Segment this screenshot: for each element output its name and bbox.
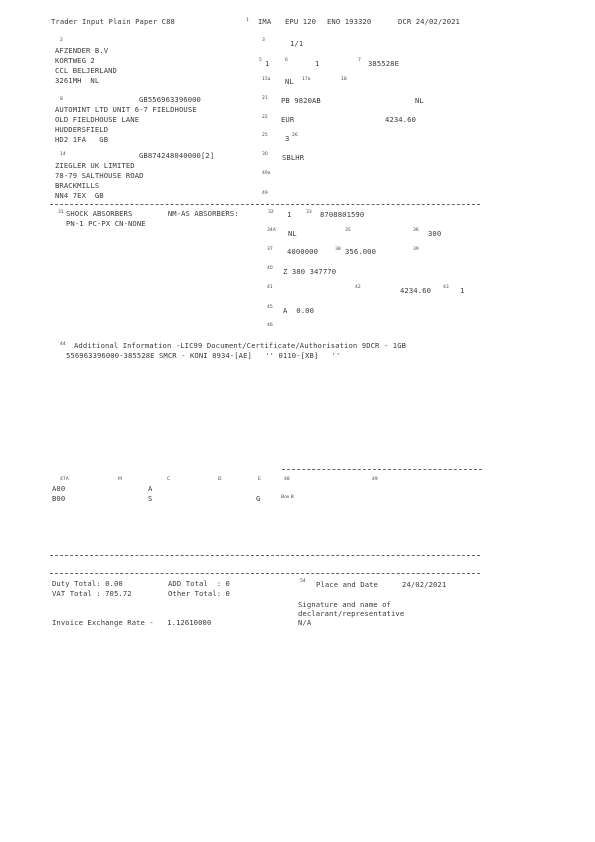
box-number: 30 xyxy=(262,152,268,157)
consignee-eori: GB556963396000 xyxy=(139,95,201,104)
items-count: 1 xyxy=(265,59,270,68)
net-mass: 356.000 xyxy=(345,247,376,256)
vat-total: VAT Total : 705.72 xyxy=(52,589,132,598)
invoice-amount: 4234.60 xyxy=(385,115,416,124)
tax-method-1: A xyxy=(148,484,153,493)
previous-document: Z 380 347770 xyxy=(283,267,337,276)
item-price: 4234.60 xyxy=(400,286,431,295)
signature-label-2: declarant/representative xyxy=(298,609,405,618)
packages-count: 1 xyxy=(315,59,320,68)
column-header: E xyxy=(258,477,261,482)
box-number: 54 xyxy=(300,579,306,584)
box-number: 36 xyxy=(413,228,419,233)
consignee-street: OLD FIELDHOUSE LANE xyxy=(55,115,140,124)
box-number: 38 xyxy=(335,247,341,252)
preference: 300 xyxy=(428,229,442,238)
signatory-name: N/A xyxy=(298,618,312,627)
box-number: 2 xyxy=(60,38,63,43)
entry-date: DCR 24/02/2021 xyxy=(398,17,460,26)
box-number: 48 xyxy=(284,477,290,482)
declaration-code: EPU 120 xyxy=(285,17,316,26)
box-number: 14 xyxy=(60,152,66,157)
origin-country: NL xyxy=(288,229,297,238)
goods-location: SBLHR xyxy=(282,153,305,162)
item-number: 1 xyxy=(287,210,292,219)
box-number: 35 xyxy=(345,228,351,233)
box-number: 6 xyxy=(285,58,288,63)
declaration-type: IMA xyxy=(258,17,272,26)
box-number: 37 xyxy=(267,247,273,252)
box-number: 1 xyxy=(246,18,249,23)
column-header: M xyxy=(118,477,122,482)
consignee-postcode: HD2 1FA GB xyxy=(55,135,109,144)
box-number: 45 xyxy=(267,305,273,310)
signature-label: Signature and name of xyxy=(298,600,391,609)
entry-number: ENO 193320 xyxy=(327,17,372,26)
additional-info-line2: 556963396000-385528E SMCR - KONI 8934-[AE] '' 0110-[XB] '' xyxy=(66,351,341,360)
tax-type-2: B00 xyxy=(52,494,66,503)
divider xyxy=(282,469,482,470)
consignor-street: KORTWEG 2 xyxy=(55,56,95,65)
declarant-city: BRACKMILLS xyxy=(55,181,100,190)
box-number: 18 xyxy=(341,77,347,82)
box-number: 22 xyxy=(262,115,268,120)
divider xyxy=(50,573,480,574)
declarant-name: ZIEGLER UK LIMITED xyxy=(55,161,135,170)
column-header: C xyxy=(167,477,171,482)
consignor-name: AFZENDER B.V xyxy=(55,46,109,55)
forms-count: 1/1 xyxy=(290,39,304,48)
declarant-postcode: NN4 7EX GB xyxy=(55,191,104,200)
consignor-postcode: 3261MH NL xyxy=(55,76,100,85)
box-number: 3 xyxy=(262,38,265,43)
commodity-code: 8708801590 xyxy=(320,210,365,219)
divider xyxy=(50,204,480,205)
declarant-eori: GB874248040000[2] xyxy=(139,151,215,160)
box-number: 40 xyxy=(267,266,273,271)
consignor-city: CCL BELJERLAND xyxy=(55,66,117,75)
additional-info-line1: Additional Information -LIC99 Document/Certificate/Authorisation 9DCR - 1GB xyxy=(74,341,407,350)
form-title: Trader Input Plain Paper C88 xyxy=(51,17,175,26)
box-number: 17a xyxy=(302,77,311,82)
box-number: 49a xyxy=(262,171,271,176)
box-number: 43 xyxy=(443,285,449,290)
box-number: 39 xyxy=(413,247,419,252)
box-number: 25 xyxy=(262,133,268,138)
goods-description: SHOCK ABSORBERS NM-AS ABSORBERS: xyxy=(66,209,239,218)
transport-country: NL xyxy=(415,96,424,105)
box-number: 47A xyxy=(60,477,69,482)
box-number: 42 xyxy=(355,285,361,290)
box-number: 44 xyxy=(60,342,66,347)
transport-identity: PB 9820AB xyxy=(281,96,321,105)
declarant-street: 78-79 SALTHOUSE ROAD xyxy=(55,171,144,180)
place-date-label: Place and Date xyxy=(316,580,378,589)
goods-description-2: PN-1 PC-PX CN-NONE xyxy=(66,219,146,228)
box-number: 15a xyxy=(262,77,271,82)
transport-mode: 3 xyxy=(285,134,290,143)
procedure-code: 4000000 xyxy=(287,247,318,256)
other-total: Other Total: 0 xyxy=(168,589,230,598)
declaration-date: 24/02/2021 xyxy=(402,580,447,589)
exchange-rate: Invoice Exchange Rate - 1.12610000 xyxy=(52,618,212,627)
box-number: 21 xyxy=(262,96,268,101)
box-number: 32 xyxy=(268,210,274,215)
box-number: 8 xyxy=(60,97,63,102)
tax-method-2: S xyxy=(148,494,153,503)
adjustment: A 0.00 xyxy=(283,306,314,315)
tax-type-1: A00 xyxy=(52,484,66,493)
consignee-name: AUTOMINT LTD UNIT 6-7 FIELDHOUSE xyxy=(55,105,197,114)
valuation-method: 1 xyxy=(460,286,465,295)
add-total: ADD Total : 0 xyxy=(168,579,230,588)
dispatch-country: NL xyxy=(285,77,294,86)
box-number: 31 xyxy=(58,210,64,215)
box-number: 7 xyxy=(358,58,361,63)
box-number: 49 xyxy=(262,191,268,196)
box-number: 46 xyxy=(267,323,273,328)
box-number: 33 xyxy=(306,210,312,215)
column-header: D xyxy=(218,477,222,482)
divider xyxy=(50,555,480,556)
box-number: 5 xyxy=(259,58,262,63)
currency-code: EUR xyxy=(281,115,295,124)
box-b-label: Box B xyxy=(281,495,294,500)
duty-total: Duty Total: 0.00 xyxy=(52,579,123,588)
box-number: 49 xyxy=(372,477,378,482)
reference-number: 385528E xyxy=(368,59,399,68)
box-number: 41 xyxy=(267,285,273,290)
consignee-city: HUDDERSFIELD xyxy=(55,125,109,134)
box-number: 26 xyxy=(292,133,298,138)
tax-e-2: G xyxy=(256,494,261,503)
box-number: 34A xyxy=(267,228,276,233)
